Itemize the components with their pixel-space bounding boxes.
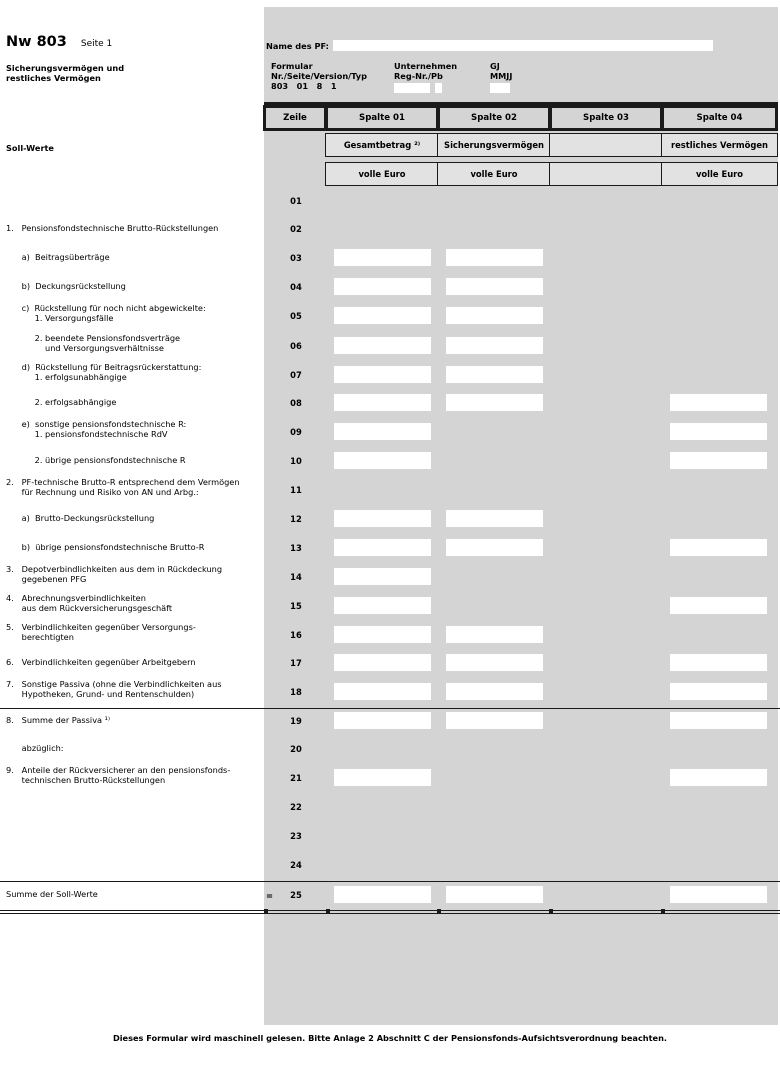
input-row-04-spalte-01[interactable] [334, 278, 431, 295]
input-row-10-spalte-04[interactable] [670, 452, 767, 469]
row-number: 09 [290, 427, 302, 437]
row-number: 10 [290, 456, 302, 466]
form-subtitle: Sicherungsvermögen und restliches Vermögen [6, 63, 125, 83]
row-05-label: c) Rückstellung für noch nicht abgewickelte: 1. Versorgungsfälle [6, 303, 206, 323]
row-25-label: Summe der Soll-Werte [6, 889, 98, 899]
input-row-04-spalte-02[interactable] [446, 278, 543, 295]
row-07-label: d) Rückstellung für Beitragsrückerstattung: 1. erfolgsunabhängige [6, 362, 202, 382]
row-02-label: 1. Pensionsfondstechnische Brutto-Rückstellungen [6, 223, 219, 233]
input-row-13-spalte-04[interactable] [670, 539, 767, 556]
input-row-13-spalte-02[interactable] [446, 539, 543, 556]
rule-marker [549, 909, 553, 913]
row-21-label: 9. Anteile der Rückversicherer an den pensionsfonds- technischen Brutto-Rückstellungen [6, 765, 231, 785]
row-number: 03 [290, 253, 302, 263]
input-row-21-spalte-04[interactable] [670, 769, 767, 786]
form-title: Nw 803 Seite 1 [6, 34, 113, 50]
row-17-label: 6. Verbindlichkeiten gegenüber Arbeitgebern [6, 657, 196, 667]
input-row-06-spalte-02[interactable] [446, 337, 543, 354]
input-row-18-spalte-01[interactable] [334, 683, 431, 700]
input-row-06-spalte-01[interactable] [334, 337, 431, 354]
row-04-label: b) Deckungsrückstellung [6, 281, 126, 291]
input-row-08-spalte-01[interactable] [334, 394, 431, 411]
rule-marker [661, 909, 665, 913]
pb-input[interactable] [435, 83, 442, 93]
row-19-label: 8. Summe der Passiva ¹⁾ [6, 715, 110, 725]
input-row-15-spalte-04[interactable] [670, 597, 767, 614]
gj-input[interactable] [490, 83, 510, 93]
column-header-spalte-03: Spalte 03 [549, 105, 663, 131]
input-row-12-spalte-02[interactable] [446, 510, 543, 527]
input-row-18-spalte-04[interactable] [670, 683, 767, 700]
row-number: 18 [290, 687, 302, 697]
unit-spalte-03-empty [549, 162, 663, 186]
input-row-17-spalte-02[interactable] [446, 654, 543, 671]
divider-summe-passiva [0, 708, 780, 709]
input-row-21-spalte-01[interactable] [334, 769, 431, 786]
input-row-25-spalte-04[interactable] [670, 886, 767, 903]
unit-spalte-02: volle Euro [437, 162, 551, 186]
input-row-12-spalte-01[interactable] [334, 510, 431, 527]
row-16-label: 5. Verbindlichkeiten gegenüber Versorgungs- berechtigten [6, 622, 196, 642]
footer-note: Dieses Formular wird maschinell gelesen. Bitte Anlage 2 Abschnitt C der Pensionsfonds-Aufsichtsverordnung beachten. [112, 1033, 668, 1043]
input-row-25-spalte-01[interactable] [334, 886, 431, 903]
row-number: 16 [290, 630, 302, 640]
input-row-05-spalte-02[interactable] [446, 307, 543, 324]
gj-block: GJ MMJJ [490, 61, 513, 81]
rule-marker [264, 909, 268, 913]
input-row-13-spalte-01[interactable] [334, 539, 431, 556]
subheader-sicherungsvermoegen: Sicherungsvermögen [437, 133, 551, 157]
input-row-09-spalte-04[interactable] [670, 423, 767, 440]
row-number: 07 [290, 370, 302, 380]
input-row-17-spalte-01[interactable] [334, 654, 431, 671]
column-header-spalte-04: Spalte 04 [661, 105, 778, 131]
row-number: 14 [290, 572, 302, 582]
row-number: 01 [290, 196, 302, 206]
subheader-gesamtbetrag: Gesamtbetrag ²⁾ [325, 133, 439, 157]
row-20-label: abzüglich: [6, 743, 64, 753]
input-row-07-spalte-02[interactable] [446, 366, 543, 383]
row-18-label: 7. Sonstige Passiva (ohne die Verbindlichkeiten aus Hypotheken, Grund- und Rentenschulden) [6, 679, 222, 699]
row-15-label: 4. Abrechnungsverbindlichkeiten aus dem Rückversicherungsgeschäft [6, 593, 173, 613]
row-12-label: a) Brutto-Deckungsrückstellung [6, 513, 155, 523]
row-10-label: 2. übrige pensionsfondstechnische R [6, 455, 186, 465]
formular-block: Formular Nr./Seite/Version/Typ 803 01 8 1 [271, 61, 367, 91]
row-09-label: e) sonstige pensionsfondstechnische R: 1. pensionsfondstechnische RdV [6, 419, 187, 439]
row-number: 22 [290, 802, 302, 812]
row-number: 24 [290, 860, 302, 870]
divider-summe-soll [0, 881, 780, 882]
rule-marker [326, 909, 330, 913]
input-row-09-spalte-01[interactable] [334, 423, 431, 440]
unternehmen-block: Unternehmen Reg-Nr./Pb [394, 61, 458, 81]
row-number: 08 [290, 398, 302, 408]
row-number: 11 [290, 485, 302, 495]
row-14-label: 3. Depotverbindlichkeiten aus dem in Rückdeckung gegebenen PFG [6, 564, 223, 584]
column-header-spalte-01: Spalte 01 [325, 105, 439, 131]
total-equals-sign: = [266, 891, 274, 901]
unit-spalte-01: volle Euro [325, 162, 439, 186]
input-row-05-spalte-01[interactable] [334, 307, 431, 324]
row-number: 04 [290, 282, 302, 292]
input-row-14-spalte-01[interactable] [334, 568, 431, 585]
input-row-03-spalte-02[interactable] [446, 249, 543, 266]
row-number: 25 [290, 890, 302, 900]
input-row-07-spalte-01[interactable] [334, 366, 431, 383]
input-row-15-spalte-01[interactable] [334, 597, 431, 614]
reg-nr-input[interactable] [394, 83, 430, 93]
row-number: 23 [290, 831, 302, 841]
unit-spalte-04: volle Euro [661, 162, 778, 186]
input-row-08-spalte-04[interactable] [670, 394, 767, 411]
name-pf-input[interactable] [333, 40, 713, 51]
input-row-10-spalte-01[interactable] [334, 452, 431, 469]
row-13-label: b) übrige pensionsfondstechnische Brutto-R [6, 542, 205, 552]
row-number: 21 [290, 773, 302, 783]
column-header-spalte-02: Spalte 02 [437, 105, 551, 131]
subheader-restliches-vermoegen: restliches Vermögen [661, 133, 778, 157]
row-number: 06 [290, 341, 302, 351]
row-number: 19 [290, 716, 302, 726]
row-number: 05 [290, 311, 302, 321]
section-label: Soll-Werte [6, 143, 54, 153]
double-rule-bottom [0, 913, 780, 914]
input-row-16-spalte-01[interactable] [334, 626, 431, 643]
row-number: 02 [290, 224, 302, 234]
row-06-label: 2. beendete Pensionsfondsverträge und Versorgungsverhältnisse [6, 333, 181, 353]
input-row-17-spalte-04[interactable] [670, 654, 767, 671]
row-number: 12 [290, 514, 302, 524]
row-number: 13 [290, 543, 302, 553]
row-number: 20 [290, 744, 302, 754]
input-row-19-spalte-04[interactable] [670, 712, 767, 729]
input-row-18-spalte-02[interactable] [446, 683, 543, 700]
row-08-label: 2. erfolgsabhängige [6, 397, 117, 407]
input-row-19-spalte-01[interactable] [334, 712, 431, 729]
column-header-zeile: Zeile [263, 105, 327, 131]
input-row-25-spalte-02[interactable] [446, 886, 543, 903]
row-11-label: 2. PF-technische Brutto-R entsprechend dem Vermögen für Rechnung und Risiko von AN und Arbg.: [6, 477, 240, 497]
input-row-03-spalte-01[interactable] [334, 249, 431, 266]
subheader-spalte-03-empty [549, 133, 663, 157]
rule-marker [437, 909, 441, 913]
row-number: 15 [290, 601, 302, 611]
input-row-16-spalte-02[interactable] [446, 626, 543, 643]
row-number: 17 [290, 658, 302, 668]
input-row-19-spalte-02[interactable] [446, 712, 543, 729]
input-row-08-spalte-02[interactable] [446, 394, 543, 411]
name-pf-label: Name des PF: [266, 41, 329, 51]
row-03-label: a) Beitragsüberträge [6, 252, 110, 262]
